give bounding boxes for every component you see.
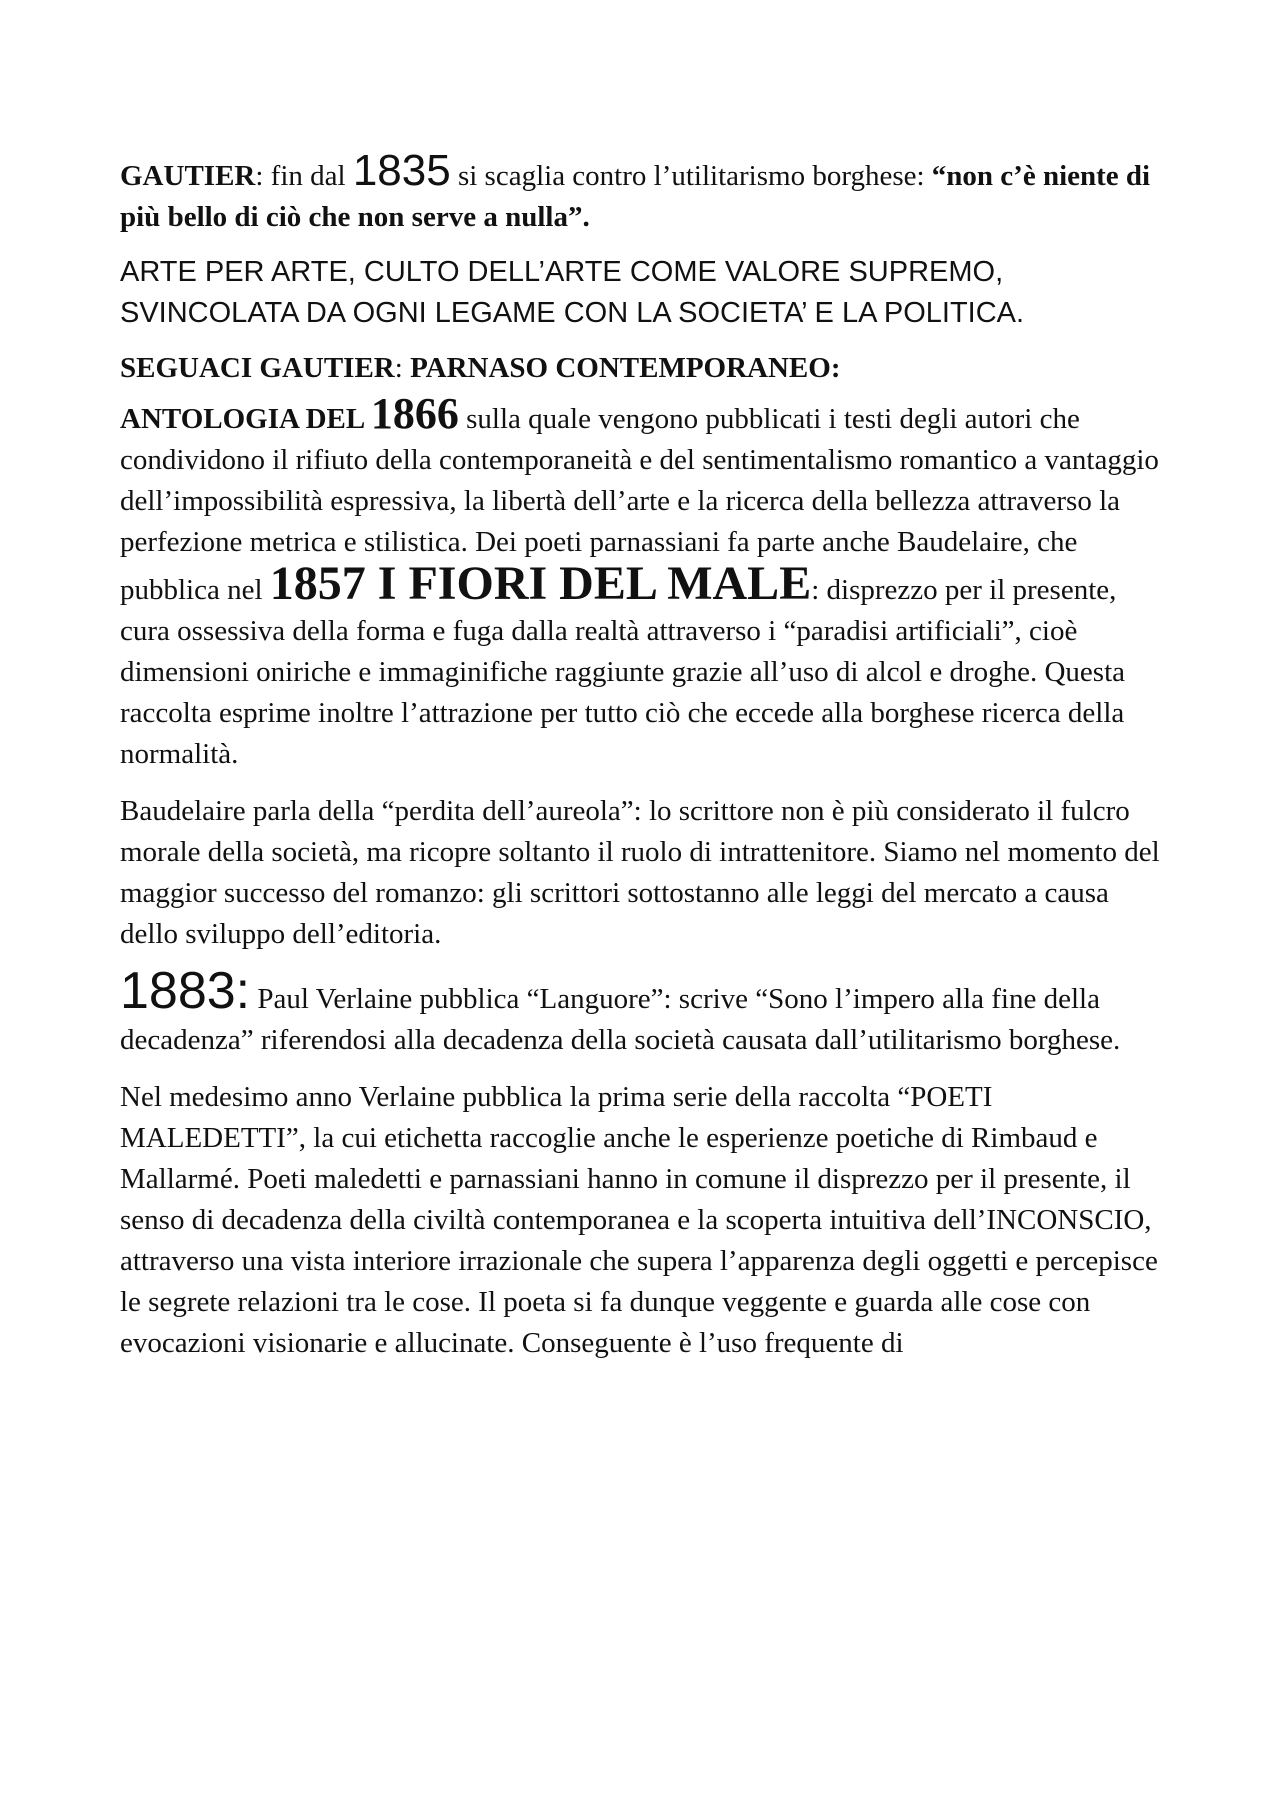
seguaci-label: SEGUACI GAUTIER: [120, 352, 395, 384]
gautier-quote: “non c’è niente di più bello di ciò che non serve a nulla”.: [120, 160, 1151, 233]
seguaci-colon: :: [394, 352, 411, 384]
verlaine-text: Paul Verlaine pubblica “Languore”: scrive “Sono l’impero alla fine della decadenza” riferendosi alla decadenza della società causata dall’utilitarismo borghese.: [120, 983, 1121, 1056]
paragraph-gautier: [120, 146, 1170, 238]
paragraph-arte-per-arte: ARTE PER ARTE, CULTO DELL’ARTE COME VALORE SUPREMO, SVINCOLATA DA OGNI LEGAME CON LA SOCIETA’ E LA POLITICA.: [120, 256, 1025, 329]
parnaso-heading: PARNASO CONTEMPORANEO:: [410, 352, 841, 384]
antologia-text: sulla quale vengono pubblicati i testi degli autori che condividono il rifiuto della contemporaneità e del sentimentalismo romantico a vantaggio dell’impossibilità espressiva, la libertà dell’arte e la ricerca della bellezza attraverso la perfezione metrica e stilistica. Dei poeti parnassiani fa parte anche Baudelaire, che pubblica nel: [120, 403, 1159, 606]
fiori-del-male-text: : disprezzo per il presente, cura ossessiva della forma e fuga dalla realtà attraverso i “paradisi artificiali”, cioè dimensioni oniriche e immaginifiche raggiunte grazie all’uso di alcol e droghe. Questa raccolta esprime inoltre l’attrazione per tutto ciò che eccede alla borghese ricerca della normalità.: [120, 574, 1126, 770]
paragraph-1883: [120, 962, 1170, 1061]
year-1835: 1835: [352, 146, 451, 195]
fiori-del-male-title: 1857 I FIORI DEL MALE: [269, 557, 812, 610]
gautier-intro: : fin dal: [255, 160, 353, 192]
year-1883: 1883:: [120, 962, 251, 1020]
paragraph-baudelaire: Baudelaire parla della “perdita dell’aureola”: lo scrittore non è più considerato il fulcro morale della società, ma ricopre soltanto il ruolo di intrattenitore. Siamo nel momento del maggior successo del romanzo: gli scrittori sottostanno alle leggi del mercato a causa dello sviluppo dell’editoria.: [120, 795, 1160, 950]
year-1866: 1866: [370, 389, 459, 438]
document-page: [120, 146, 1170, 1380]
paragraph-poeti-maledetti: Nel medesimo anno Verlaine pubblica la prima serie della raccolta “POETI MALEDETTI”, la cui etichetta raccoglie anche le esperienze poetiche di Rimbaud e Mallarmé. Poeti maledetti e parnassiani hanno in comune il disprezzo per il presente, il senso di decadenza della civiltà contemporanea e la scoperta intuitiva dell’INCONSCIO, attraverso una vista interiore irrazionale che supera l’apparenza degli oggetti e percepisce le segrete relazioni tra le cose. Il poeta si fa dunque veggente e guarda alle cose con evocazioni visionarie e allucinate. Conseguente è l’uso frequente di: [120, 1081, 1158, 1359]
antologia-label: ANTOLOGIA DEL: [120, 403, 371, 435]
paragraph-antologia: [120, 389, 1170, 775]
gautier-text: si scaglia contro l’utilitarismo borghese:: [450, 160, 932, 192]
gautier-label: GAUTIER: [120, 160, 256, 192]
paragraph-seguaci: [120, 348, 1170, 389]
